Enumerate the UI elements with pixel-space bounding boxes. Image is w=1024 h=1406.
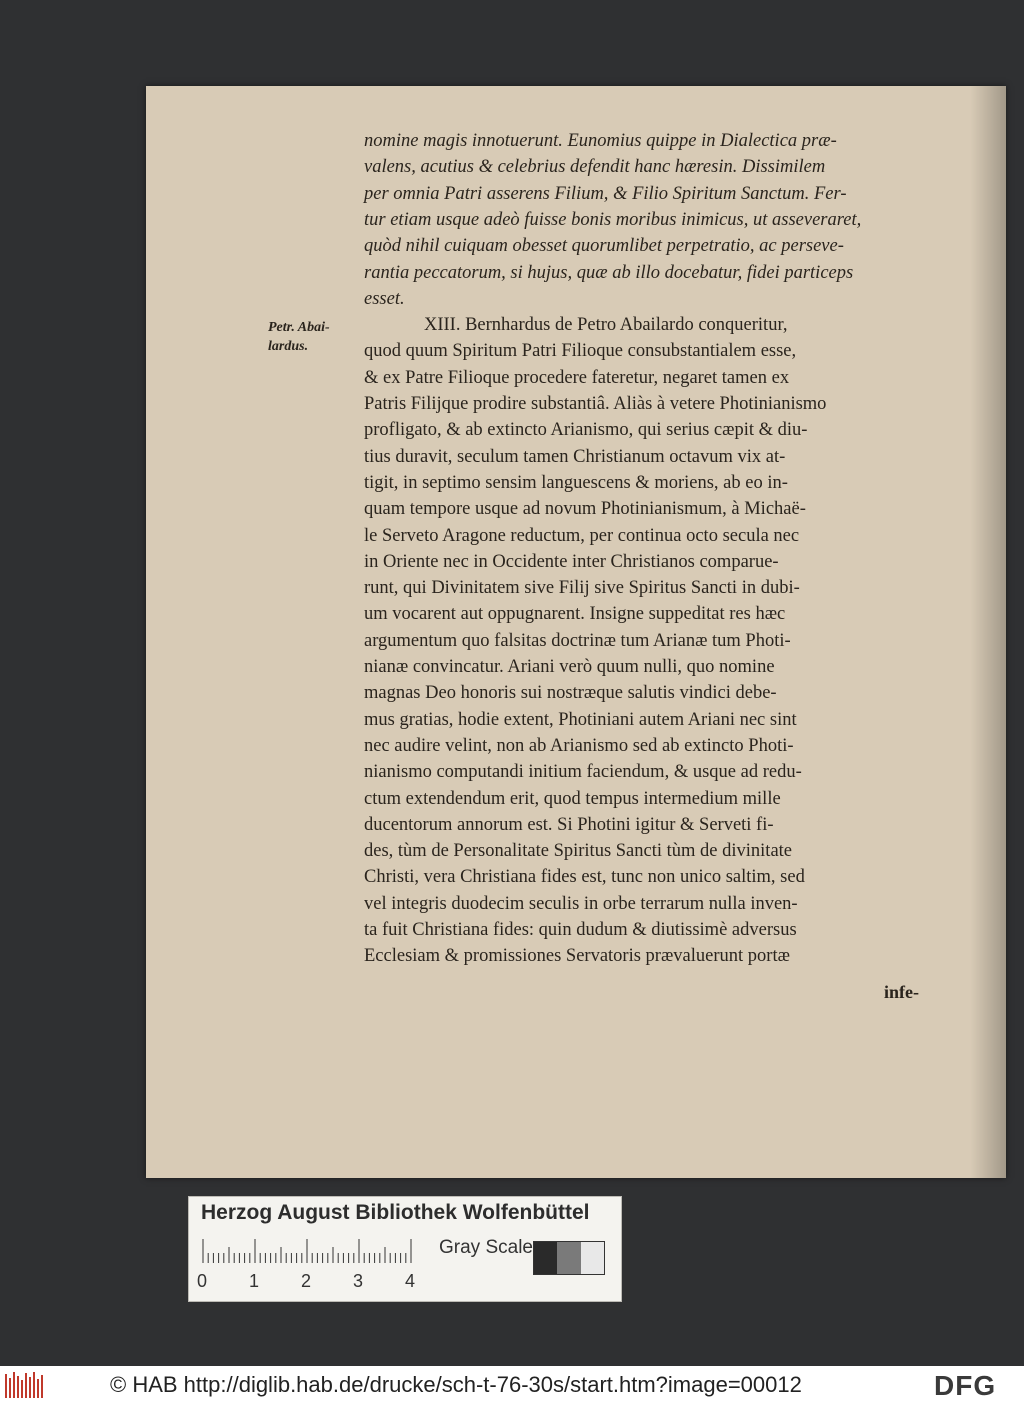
ruler-number: 2 bbox=[301, 1271, 312, 1291]
text-line: nianæ convincatur. Ariani verò quum nulli, quo nomine bbox=[364, 657, 775, 677]
library-label bbox=[188, 1196, 622, 1302]
text-line: tur etiam usque adeò fuisse bonis moribus inimicus, ut asseveraret, bbox=[364, 209, 862, 230]
text-line: valens, acutius & celebrius defendit hanc hæresin. Dissimilem bbox=[364, 157, 826, 178]
library-name: Herzog August Bibliothek Wolfenbüttel bbox=[201, 1201, 590, 1224]
text-line: ducentorum annorum est. Si Photini igitur & Serveti fi- bbox=[364, 814, 774, 835]
catchword: infe- bbox=[884, 982, 919, 1002]
text-line: tigit, in septimo sensim languescens & moriens, ab eo in- bbox=[364, 472, 788, 493]
text-line: XIII. Bernhardus de Petro Abailardo conqueritur, bbox=[424, 315, 788, 336]
ruler-scale bbox=[201, 1239, 421, 1263]
text-line: Christi, vera Christiana fides est, tunc non unico saltim, sed bbox=[364, 867, 805, 888]
gray-swatch bbox=[557, 1242, 580, 1274]
text-line: ctum extendendum erit, quod tempus intermedium mille bbox=[364, 788, 781, 809]
copyright-url: © HAB http://diglib.hab.de/drucke/sch-t-76-30s/start.htm?image=00012 bbox=[110, 1372, 802, 1397]
marginal-note-line: Petr. Abai- bbox=[268, 320, 330, 335]
viewer-footer bbox=[0, 1366, 1024, 1406]
text-line: nomine magis innotuerunt. Eunomius quippe in Dialectica præ- bbox=[364, 131, 837, 151]
dfg-logo: DFG bbox=[934, 1370, 997, 1401]
text-line: per omnia Patri asserens Filium, & Filio Spiritum Sanctum. Fer- bbox=[364, 183, 847, 204]
text-line: Ecclesiam & promissiones Servatoris prævaluerunt portæ bbox=[364, 946, 790, 967]
gray-swatch bbox=[534, 1242, 557, 1274]
text-line: in Oriente nec in Occidente inter Christianos comparue- bbox=[364, 551, 779, 572]
hab-barcode-icon bbox=[4, 1370, 48, 1402]
text-line: quòd nihil cuiquam obesset quorumlibet perpetratio, ac perseve- bbox=[364, 236, 844, 257]
text-line: quod quum Spiritum Patri Filioque consubstantialem esse, bbox=[364, 341, 797, 362]
gray-scale-label: Gray Scale bbox=[439, 1237, 533, 1258]
marginal-note bbox=[268, 318, 330, 356]
text-line: nec audire velint, non ab Arianismo sed ab extincto Photi- bbox=[364, 735, 794, 756]
gray-swatch bbox=[581, 1242, 604, 1274]
text-line: & ex Patre Filioque procedere fateretur, negaret tamen ex bbox=[364, 367, 790, 388]
ruler-number: 3 bbox=[353, 1271, 364, 1291]
ruler-number: 1 bbox=[249, 1271, 260, 1291]
ruler-number: 0 bbox=[197, 1271, 208, 1291]
text-line: mus gratias, hodie extent, Photiniani autem Ariani nec sint bbox=[364, 709, 797, 730]
text-line: um vocarent aut oppugnarent. Insigne suppeditat res hæc bbox=[364, 604, 786, 625]
text-line: Patris Filijque prodire substantiâ. Aliàs à vetere Photinianismo bbox=[364, 394, 827, 414]
text-line: des, tùm de Personalitate Spiritus Sancti tùm de divinitate bbox=[364, 841, 793, 862]
text-line: runt, qui Divinitatem sive Filij sive Spiritus Sancti in dubi- bbox=[364, 578, 800, 599]
ruler-number: 4 bbox=[405, 1271, 416, 1291]
text-line: vel integris duodecim seculis in orbe terrarum nulla inven- bbox=[364, 893, 798, 914]
text-line: tius duravit, seculum tamen Christianum octavum vix at- bbox=[364, 446, 786, 467]
text-line: esset. bbox=[364, 288, 405, 309]
text-line: nianismo computandi initium faciendum, & usque ad redu- bbox=[364, 762, 802, 783]
text-line: profligato, & ab extincto Arianismo, qui serius cæpit & diu- bbox=[364, 420, 808, 441]
text-line: rantia peccatorum, si hujus, quæ ab illo docebatur, fidei particeps bbox=[364, 262, 854, 283]
text-line: le Serveto Aragone reductum, per continua octo secula nec bbox=[364, 525, 800, 546]
text-line: argumentum quo falsitas doctrinæ tum Arianæ tum Photi- bbox=[364, 630, 791, 651]
gray-scale-swatch bbox=[533, 1241, 605, 1275]
marginal-note-line: lardus. bbox=[268, 339, 309, 354]
text-line: ta fuit Christiana fides: quin dudum & diutissimè adversus bbox=[364, 920, 797, 940]
text-line: quam tempore usque ad novum Photinianismum, à Michaë- bbox=[364, 499, 806, 520]
page-gutter-shadow bbox=[970, 86, 1006, 1178]
text-line: magnas Deo honoris sui nostræque salutis vindici debe- bbox=[364, 683, 777, 704]
